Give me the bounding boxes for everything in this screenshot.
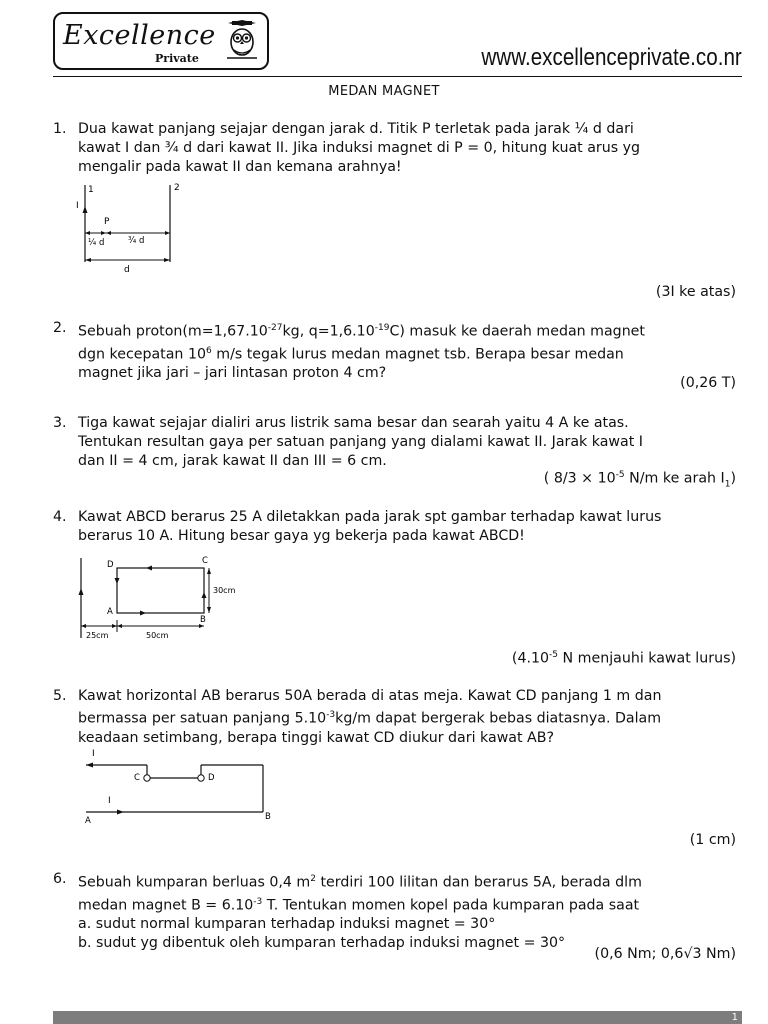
question-text: berarus 10 A. Hitung besar gaya yg bekerja pada kawat ABCD!	[78, 528, 525, 544]
corner-b-label: B	[200, 615, 206, 625]
diagram-parallel-wires	[70, 180, 190, 280]
question-text: dgn kecepatan $10^6$ m/s tegak lurus medan magnet tsb. Berapa besar medan	[78, 345, 624, 363]
question-1	[53, 120, 736, 177]
answer-6: (0,6 Nm; 0,6√3 Nm)	[594, 946, 736, 962]
question-text: dan II = 4 cm, jarak kawat II dan III = 6 cm.	[78, 453, 387, 469]
height-label: 30cm	[213, 586, 236, 595]
question-number: 4.	[53, 509, 67, 525]
logo	[53, 12, 269, 70]
question-text: bermassa per satuan panjang $5.10^{-3}kg/m$ dapat bergerak bebas diatasnya. Dalam	[78, 710, 662, 727]
logo-text: Excellence	[63, 20, 216, 51]
current-bottom-label: I	[108, 796, 111, 806]
point-c-label: C	[134, 773, 140, 783]
diagram-horizontal-wires	[80, 743, 280, 828]
page-number: 1	[731, 1012, 738, 1023]
quarter-d-label: ¼ d	[88, 238, 105, 248]
corner-d-label: D	[107, 560, 114, 570]
question-text: Kawat horizontal AB berarus 50A berada di atas meja. Kawat CD panjang 1 m dan	[78, 688, 662, 704]
question-number: 2.	[53, 320, 67, 336]
d-label: d	[124, 265, 130, 275]
corner-a-label: A	[107, 607, 113, 617]
question-subitem: b. sudut yg dibentuk oleh kumparan terhadap induksi magnet = 30°	[78, 935, 566, 952]
corner-c-label: C	[202, 556, 208, 566]
question-text: Sebuah $proton(m=1,67.10^{-27}kg$, $q=1,6.10^{-19}C$) masuk ke daerah medan magnet	[78, 323, 645, 340]
question-subitem: a. sudut normal kumparan terhadap induksi magnet = 30°	[78, 916, 496, 933]
page-title: MEDAN MAGNET	[328, 84, 440, 99]
wire-2-label: 2	[174, 183, 180, 193]
wire-1-label: 1	[88, 185, 94, 195]
distance-25cm-label: 25cm	[86, 631, 109, 640]
distance-50cm-label: 50cm	[146, 631, 169, 640]
diagram-rectangular-loop	[74, 552, 254, 647]
answer-1: (3I ke atas)	[655, 284, 736, 300]
question-text: Dua kawat panjang sejajar dengan jarak d. Titik P terletak pada jarak ¼ d dari	[78, 121, 634, 137]
answer-3: ( $8/3 \times 10^{-5}$ N/m ke arah $I_1$)	[543, 470, 736, 490]
question-text: magnet jika jari – jari lintasan proton 4 cm?	[78, 365, 387, 382]
question-number: 6.	[53, 871, 67, 887]
question-text: medan magnet $B = 6.10^{-3}$ T. Tentukan momen kopel pada kumparan pada saat	[78, 896, 640, 914]
current-label: I	[76, 201, 79, 211]
question-text: mengalir pada kawat II dan kemana arahnya!	[78, 159, 402, 175]
point-a-label: A	[85, 816, 91, 826]
point-p-label: P	[104, 217, 110, 227]
question-text: Tiga kawat sejajar dialiri arus listrik sama besar dan searah yaitu 4 A ke atas.	[78, 415, 629, 431]
point-d-label: D	[208, 773, 215, 783]
logo-subtext: Private	[155, 52, 199, 65]
question-text: Kawat ABCD berarus 25 A diletakkan pada jarak spt gambar terhadap kawat lurus	[78, 509, 662, 525]
footer-bar	[53, 1011, 742, 1024]
question-text: Sebuah kumparan berluas 0,4 $m^2$ terdiri 100 lilitan dan berarus 5A, berada dlm	[78, 874, 642, 891]
three-quarter-d-label: ¾ d	[128, 236, 145, 246]
question-6	[53, 870, 736, 953]
header-divider	[53, 76, 742, 77]
question-3	[53, 414, 736, 471]
owl-icon	[225, 20, 259, 62]
answer-2: (0,26 T)	[680, 375, 736, 391]
question-5	[53, 687, 736, 748]
point-b-label: B	[265, 812, 271, 822]
site-url: www.excellenceprivate.co.nr	[481, 44, 742, 71]
question-4	[53, 508, 736, 546]
answer-5: (1 cm)	[689, 832, 736, 848]
question-2	[53, 319, 736, 383]
answer-4: ($4.10^{-5}$ N menjauhi kawat lurus)	[511, 650, 736, 667]
question-text: keadaan setimbang, berapa tinggi kawat CD diukur dari kawat AB?	[78, 729, 555, 746]
current-top-label: I	[92, 749, 95, 759]
question-text: Tentukan resultan gaya per satuan panjang yang dialami kawat II. Jarak kawat I	[78, 434, 643, 450]
question-number: 1.	[53, 121, 67, 137]
question-text: kawat I dan ¾ d dari kawat II. Jika induksi magnet di P = 0, hitung kuat arus yg	[78, 140, 641, 156]
question-number: 3.	[53, 415, 67, 431]
question-number: 5.	[53, 688, 67, 704]
